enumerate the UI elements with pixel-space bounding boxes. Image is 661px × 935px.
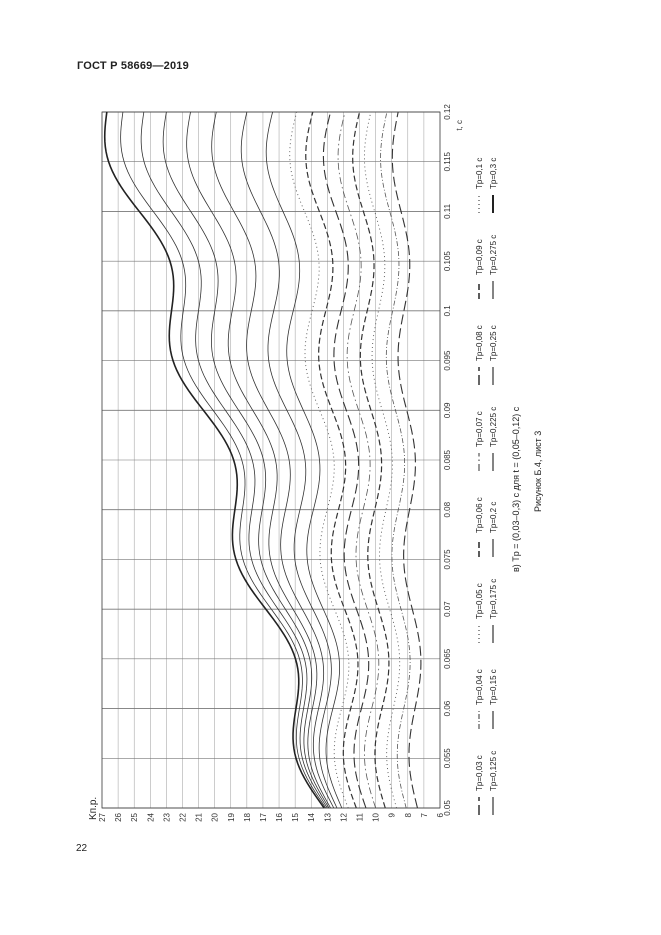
y-tick-label: 20	[210, 813, 220, 822]
legend-label: Tp=0,04 c	[475, 669, 484, 705]
y-tick-label: 6	[436, 813, 445, 818]
y-tick-label: 10	[371, 813, 381, 822]
y-axis-label: Kп.р.	[88, 796, 99, 820]
y-tick-label: 15	[291, 813, 301, 822]
y-tick-label: 18	[242, 813, 252, 822]
legend-label: Tp=0,1 c	[475, 157, 484, 189]
x-tick-label: 0.085	[443, 449, 452, 471]
legend-label: Tp=0,08 c	[475, 325, 484, 361]
y-tick-label: 19	[226, 813, 236, 822]
legend-label: Tp=0,05 c	[475, 583, 484, 619]
figure-caption: Рисунок Б.4, лист 3	[533, 430, 543, 512]
x-tick-label: 0.075	[443, 549, 452, 570]
x-tick-label: 0.05	[443, 800, 452, 816]
y-tick-label: 12	[339, 813, 349, 822]
legend-label: Tp=0,2 c	[489, 501, 498, 533]
x-tick-label: 0.09	[443, 402, 452, 419]
x-tick-label: 0.105	[443, 251, 452, 272]
y-tick-label: 13	[323, 813, 333, 822]
y-tick-label: 7	[419, 813, 429, 818]
y-tick-label: 11	[355, 813, 365, 822]
page-number: 22	[76, 843, 88, 854]
y-tick-label: 9	[387, 813, 397, 818]
x-tick-label: 0.06	[443, 700, 452, 717]
legend-label: Tp=0,175 c	[489, 578, 498, 619]
x-tick-label: 0.08	[443, 501, 452, 518]
x-tick-label: 0.11	[443, 203, 452, 219]
y-tick-label: 26	[114, 813, 124, 822]
y-tick-label: 16	[275, 813, 285, 822]
y-tick-label: 8	[403, 813, 413, 818]
chart-grid	[102, 112, 440, 808]
legend-label: Tp=0,25 c	[489, 325, 498, 361]
chart-legend	[475, 158, 498, 815]
x-tick-label: 0.065	[443, 648, 452, 669]
y-tick-label: 25	[130, 813, 140, 822]
legend-label: Tp=0,225 c	[489, 406, 498, 447]
y-tick-label: 17	[258, 813, 268, 822]
legend-label: Tp=0,125 c	[489, 750, 498, 791]
x-tick-label: 0.07	[443, 601, 452, 617]
y-tick-label: 24	[146, 813, 156, 822]
legend-label: Tp=0,03 c	[475, 755, 484, 791]
x-tick-label: 0.12	[443, 104, 452, 120]
x-tick-label: 0.055	[443, 748, 452, 769]
x-tick-label: 0.1	[443, 305, 452, 317]
y-tick-label: 22	[178, 813, 188, 822]
y-tick-label: 27	[98, 813, 107, 822]
legend-label: Tp=0,3 c	[489, 157, 498, 189]
x-tick-label: 0.115	[443, 151, 452, 172]
figure-subcaption: в) Tp = (0,03–0,3) с для t = (0,05–0,12) с	[511, 406, 521, 572]
y-tick-label: 23	[162, 813, 172, 822]
legend-label: Tp=0,07 c	[475, 411, 484, 447]
legend-label: Tp=0,275 c	[489, 234, 498, 275]
legend-label: Tp=0,06 c	[475, 497, 484, 533]
legend-label: Tp=0,09 c	[475, 239, 484, 275]
legend-label: Tp=0,15 c	[489, 669, 498, 705]
document-header: ГОСТ Р 58669—2019	[77, 60, 189, 72]
y-tick-label: 14	[307, 813, 317, 822]
x-axis-label: t, c	[455, 120, 464, 131]
y-tick-label: 21	[194, 813, 204, 822]
x-tick-label: 0.095	[443, 350, 452, 371]
